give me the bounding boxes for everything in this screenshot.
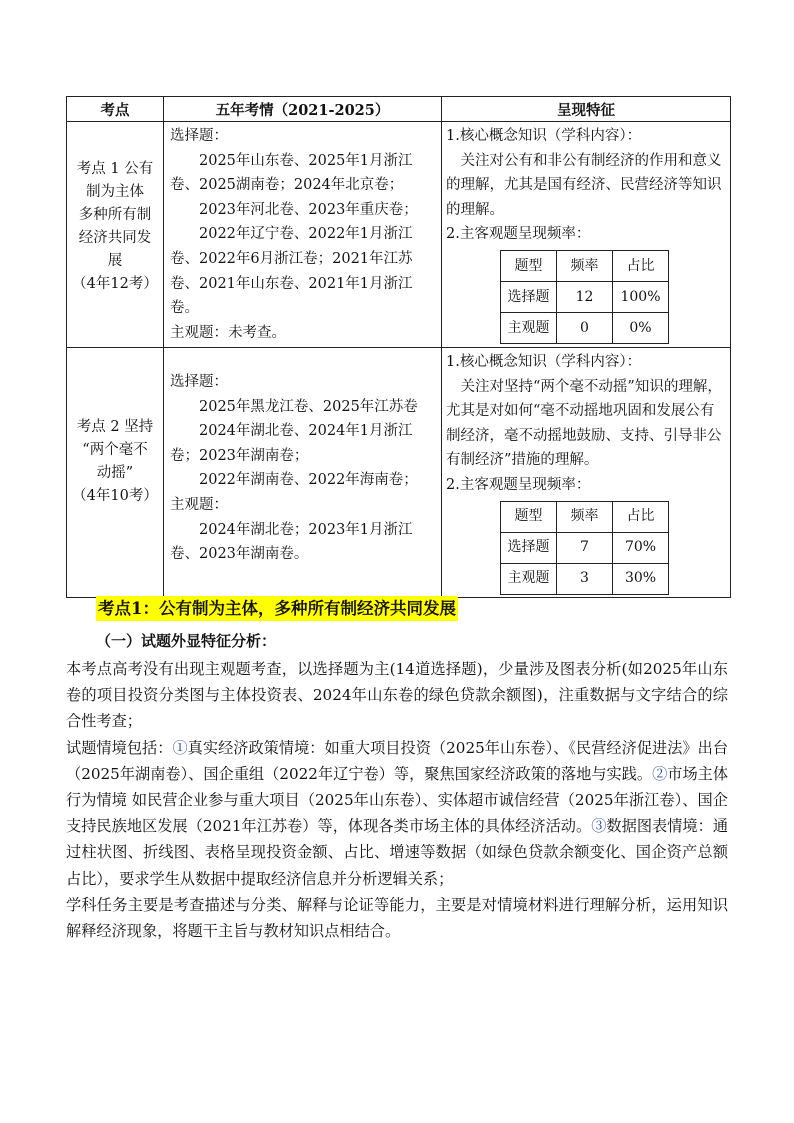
freq-header: 频率 [557,501,613,532]
header-topic: 考点 [67,97,164,122]
topic-line: （4年12考） [72,276,158,292]
body-paragraph: 本考点高考没有出现主观题考查，以选择题为主(14道选择题)，少量涉及图表分析(如2025年山东卷的项目投资分类图与主体投资表、2024年山东卷的绿色贷款余额图)，注重数据与文字结合的综合性考查； [66,660,728,731]
list-marker: ② [652,764,668,783]
frequency-row [501,281,669,312]
section-heading: 考点1：公有制为主体，多种所有制经济共同发展 [96,596,458,621]
topic-line: 展 [107,253,123,269]
exam-paragraph: 2023年河北卷、2023年重庆卷； [199,201,418,218]
frequency-title: 2.主客观题呈现频率： [446,476,591,493]
para-segment: 真实经济政策情境：如重大项目投资（2025年山东卷）、《民营经济促进法》出台（2025年湖南卷）、国企重组（2022年辽宁卷）等，聚焦国家经济政策的落地与实践。 [66,738,729,783]
exam-paragraph: 2022年湖南卷、2022年海南卷； [199,472,418,489]
topic-cell [67,122,164,348]
feature-title: 1.核心概念知识（学科内容）： [446,128,642,144]
section-subheading: （一）试题外显特征分析： [96,632,277,650]
section-body [66,656,728,944]
topic-line: 经济共同发 [78,230,152,246]
exam-history-cell [164,122,442,348]
exam-tail: 主观题：未考查。 [170,324,286,341]
exam-paragraph: 2024年湖北卷；2023年1月浙江卷、2023年湖南卷。 [170,521,413,563]
topic-line: 制为主体 [86,184,144,200]
freq-cell: 主观题 [501,563,557,594]
para-lead: 试题情境包括： [66,738,173,757]
freq-cell: 选择题 [501,281,557,312]
freq-cell: 7 [557,532,613,563]
freq-header: 占比 [613,250,669,281]
topic-line: 考点 1 公有 [76,161,154,177]
topic-line: 动摇” [96,465,134,481]
header-exam-history: 五年考情（2021-2025） [164,97,442,122]
feature-text: 关注对公有和非公有制经济的作用和意义的理解，尤其是国有经济、民营经济等知识的理解。 [446,152,722,218]
feature-text: 关注对坚持“两个毫不动摇”知识的理解，尤其是对如何“毫不动摇地巩固和发展公有制经济，毫不动摇地鼓励、支持、引导非公有制经济”措施的理解。 [446,378,722,469]
exam-paragraph: 2024年湖北卷、2024年1月浙江卷；2023年湖南卷； [170,423,413,464]
exam-paragraph: 2025年黑龙江卷、2025年江苏卷 [199,398,418,415]
features-cell [442,348,731,598]
exam-analysis-table [66,96,731,598]
exam-history-cell [164,348,442,598]
freq-cell: 70% [613,532,669,563]
freq-cell: 3 [557,563,613,594]
freq-cell: 0 [557,312,613,343]
table-header-row [67,97,731,122]
exam-label: 选择题： [170,128,228,144]
body-paragraph: 学科任务主要是考查描述与分类、解释与论证等能力，主要是对情境材料进行理解分析，运用知识解释经济现象，将题干主旨与教材知识点相结合。 [66,895,728,941]
frequency-table [500,250,669,344]
exam-paragraph: 2025年山东卷、2025年1月浙江卷、2025湖南卷；2024年北京卷； [170,152,413,194]
frequency-header-row [501,250,669,281]
list-marker: ① [172,738,188,757]
freq-header: 占比 [613,501,669,532]
freq-header: 频率 [557,250,613,281]
feature-title: 1.核心概念知识（学科内容）： [446,354,642,370]
freq-header: 题型 [501,250,557,281]
freq-header: 题型 [501,501,557,532]
topic-line: （4年10考） [72,488,158,504]
freq-cell: 选择题 [501,532,557,563]
header-features: 呈现特征 [442,97,731,122]
frequency-header-row [501,501,669,532]
features-cell [442,122,731,348]
frequency-row [501,532,669,563]
freq-cell: 主观题 [501,312,557,343]
exam-label: 选择题： [170,374,228,390]
freq-cell: 30% [613,563,669,594]
topic-line: “两个毫不 [82,442,148,458]
freq-cell: 12 [557,281,613,312]
body-paragraph [66,735,728,892]
para-segment: 市场主体行为情境 如民营企业参与重大项目（2025年山东卷）、实体超市诚信经营（2025年浙江卷）、国企支持民族地区发展（2021年江苏卷）等，体现各类市场主体的具体经济活动。 [66,764,729,836]
para-segment: 数据图表情境：通过柱状图、折线图、表格呈现投资金额、占比、增速等数据（如绿色贷款余额变化、国企资产总额占比），要求学生从数据中提取经济信息并分析逻辑关系； [66,817,729,888]
frequency-title: 2.主客观题呈现频率： [446,226,591,243]
frequency-table [500,501,669,595]
frequency-row [501,312,669,343]
exam-paragraph: 2022年辽宁卷、2022年1月浙江卷、2022年6月浙江卷；2021年江苏卷、2021年山东卷、2021年1月浙江卷。 [170,226,413,317]
topic-line: 多种所有制 [78,207,152,223]
freq-cell: 100% [613,281,669,312]
frequency-row [501,563,669,594]
topic-cell [67,348,164,598]
list-marker: ③ [591,817,607,836]
topic-line: 考点 2 坚持 [76,419,154,435]
table-row [67,348,731,598]
freq-cell: 0% [613,312,669,343]
table-row [67,122,731,348]
exam-label: 主观题： [170,496,228,513]
